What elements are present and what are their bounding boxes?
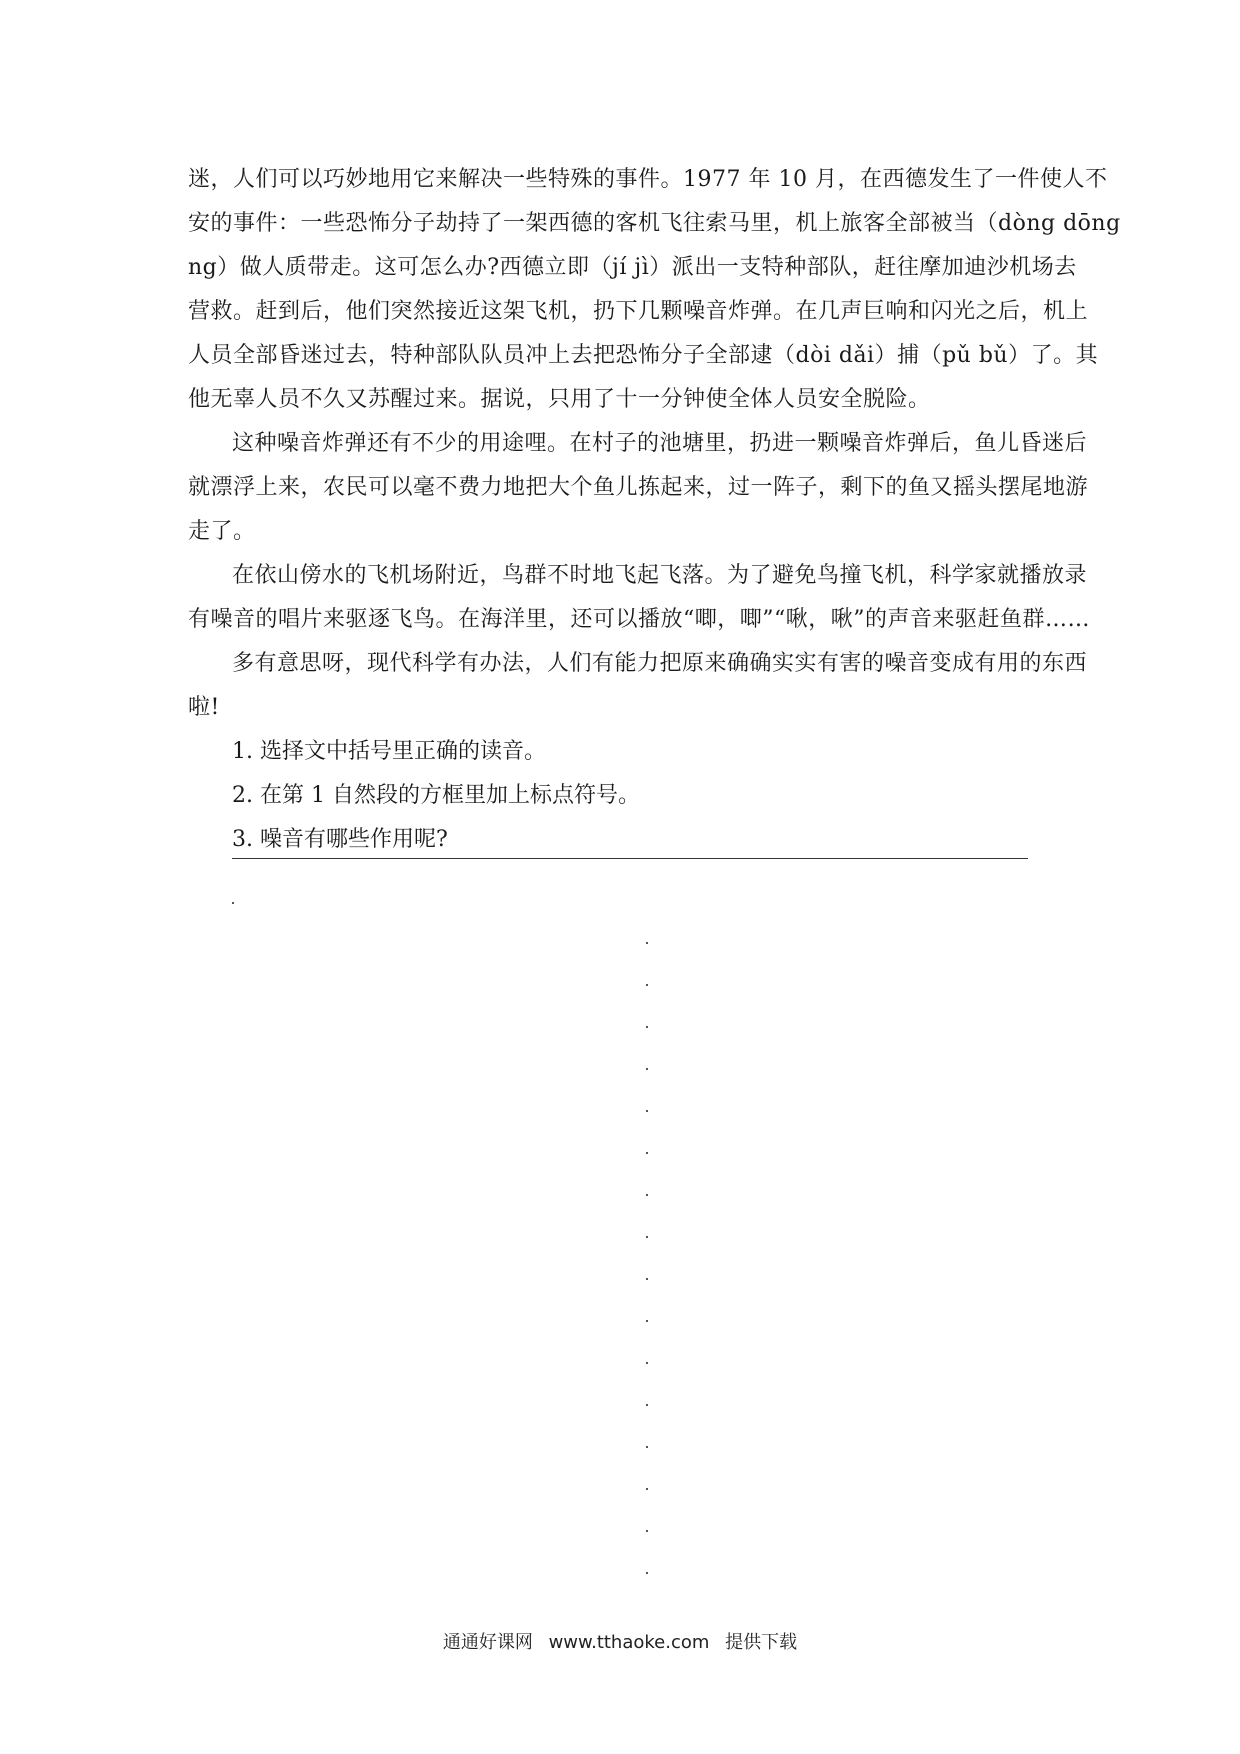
text-line: 安的事件：一些恐怖分子劫持了一架西德的客机飞往索马里，机上旅客全部被当（dòng dōng [188,211,1121,236]
paragraph-1 [188,158,1121,422]
scan-speck [646,1068,648,1070]
text-line: 迷，人们可以巧妙地用它来解决一些特殊的事件。1977 年 10 月，在西德发生了一件使人不 [188,167,1108,192]
question-3: 3. 噪音有哪些作用呢? [232,827,448,852]
scan-speck [646,1530,648,1532]
scan-speck [646,1404,648,1406]
scan-speck [646,942,648,944]
text-line: 这种噪音炸弹还有不少的用途哩。在村子的池塘里，扔进一颗噪音炸弹后，鱼儿昏迷后 [232,431,1088,456]
text-line: 他无辜人员不久又苏醒过来。据说，只用了十一分钟使全体人员安全脱险。 [188,387,931,412]
footer-site-name: 通通好课网 [442,1632,533,1653]
paragraph-3 [188,554,1090,642]
question-2: 2. 在第 1 自然段的方框里加上标点符号。 [232,783,640,808]
text-line: 多有意思呀，现代科学有办法，人们有能力把原来确确实实有害的噪音变成有用的东西 [232,651,1088,676]
question-list [188,730,1056,862]
text-line: ng）做人质带走。这可怎么办?西德立即（jí jì）派出一支特种部队，赶往摩加迪沙机场去 [188,255,1077,280]
text-line: 走了。 [188,519,256,544]
footer-suffix: 提供下载 [725,1632,798,1653]
footer-url: www.tthaoke.com [548,1632,710,1653]
text-line: 就漂浮上来，农民可以毫不费力地把大个鱼儿拣起来，过一阵子，剩下的鱼又摇头摆尾地游 [188,475,1089,500]
scan-speck [646,1110,648,1112]
scan-speck [646,1152,648,1154]
scan-speck [232,902,234,904]
page-footer [0,1628,1240,1654]
answer-line [232,858,1028,859]
scan-speck [646,1026,648,1028]
scan-speck [646,1488,648,1490]
text-line: 营救。赶到后，他们突然接近这架飞机，扔下几颗噪音炸弹。在几声巨响和闪光之后，机上 [188,299,1089,324]
text-line: 在依山傍水的飞机场附近，鸟群不时地飞起飞落。为了避免鸟撞飞机，科学家就播放录 [232,563,1088,588]
scan-speck [646,1236,648,1238]
scan-speck [646,984,648,986]
paragraph-2 [188,422,1089,554]
document-body [188,158,1121,862]
scan-speck [646,1320,648,1322]
text-line: 有噪音的唱片来驱逐飞鸟。在海洋里，还可以播放“唧，唧”“啾，啾”的声音来驱赶鱼群…… [188,607,1090,632]
scan-speck [646,1446,648,1448]
text-line: 人员全部昏迷过去，特种部队队员冲上去把恐怖分子全部逮（dòi dǎi）捕（pǔ bǔ）了。其 [188,343,1099,368]
scan-speck [646,1194,648,1196]
question-1: 1. 选择文中括号里正确的读音。 [232,739,546,764]
scan-speck [646,1572,648,1574]
scan-speck [646,1278,648,1280]
paragraph-4 [188,642,1088,730]
scan-speck [646,1362,648,1364]
text-line: 啦! [188,695,220,720]
